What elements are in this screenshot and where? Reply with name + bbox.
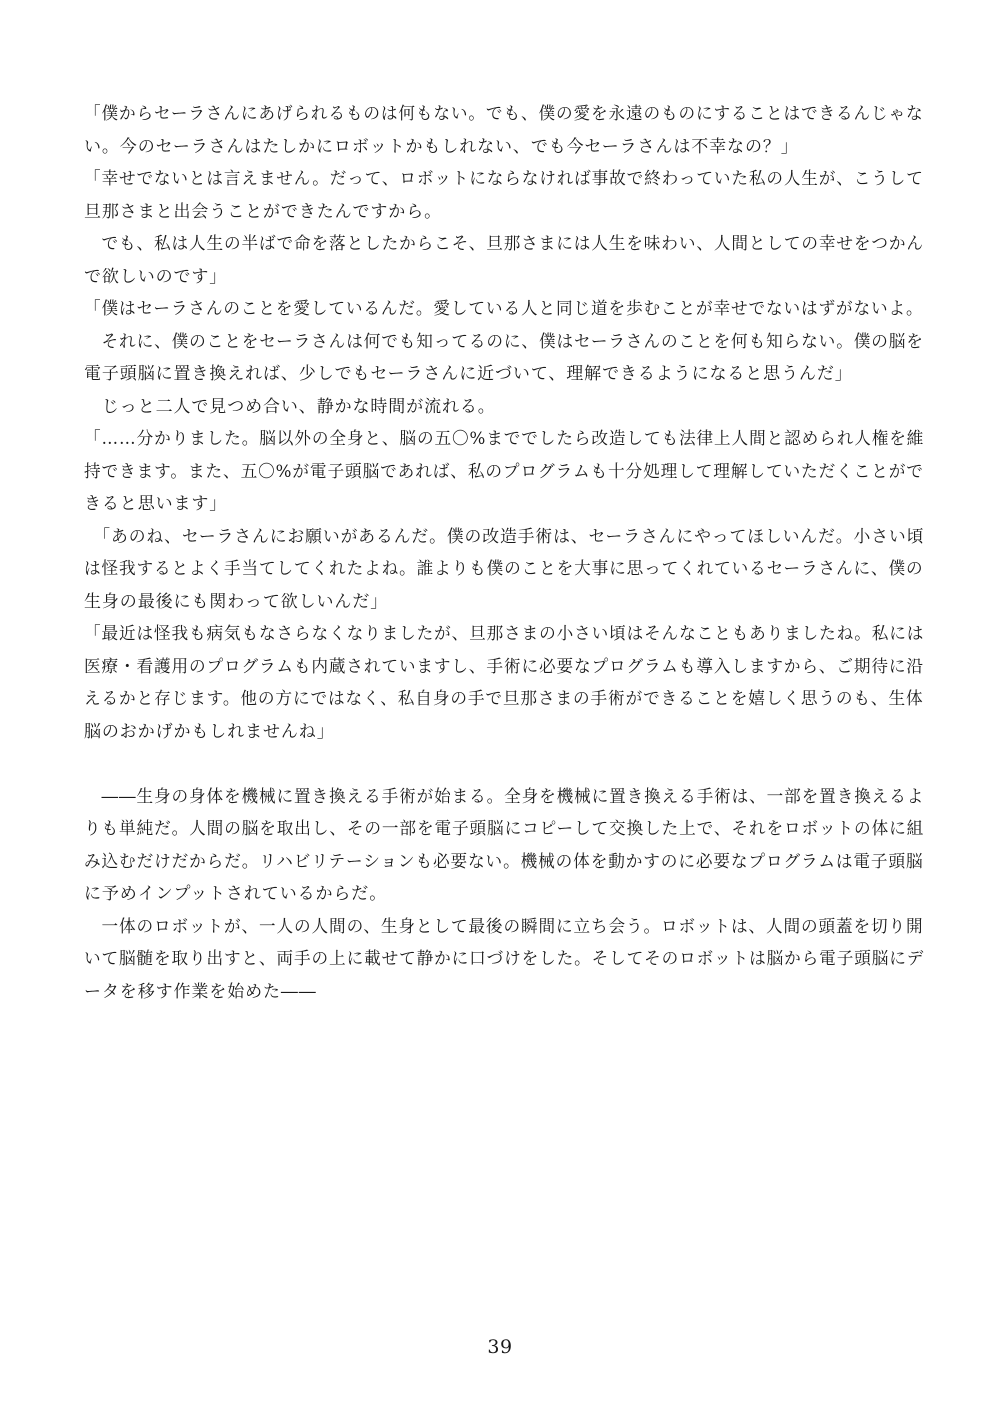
text-line: えるかと存じます。他の方にではなく、私自身の手で旦那さまの手術ができることを嬉しく思うのも、生体	[84, 689, 924, 709]
text-line: に予めインプットされているからだ。	[84, 884, 388, 904]
text-line: ータを移す作業を始めた――	[84, 981, 317, 1002]
text-line: りも単純だ。人間の脳を取出し、その一部を電子頭脳にコピーして交換した上で、それをロボットの体に組	[84, 819, 925, 839]
text-line: で欲しいのです」	[84, 266, 228, 287]
text-line: 医療・看護用のプログラムも内蔵されていますし、手術に必要なプログラムも導入しますから、ご期待に沿	[84, 656, 924, 677]
text-line: 「あのね、セーラさんにお願いがあるんだ。僕の改造手術は、セーラさんにやってほしいんだ。小さい頃	[84, 526, 925, 547]
text-line: い。今のセーラさんはたしかにロボットかもしれない、でも今セーラさんは不幸なの？」	[84, 136, 799, 157]
body-text	[84, 98, 924, 1008]
text-line: それに、僕のことをセーラさんは何でも知ってるのに、僕はセーラさんのことを何も知らない。僕の脳を	[84, 331, 924, 352]
text-line: み込むだけだからだ。リハビリテーションも必要ない。機械の体を動かすのに必要なプログラムは電子頭脳	[84, 851, 924, 872]
text-line: は怪我するとよく手当てしてくれたよね。誰よりも僕のことを大事に思ってくれているセーラさんに、僕の	[84, 559, 924, 579]
text-line: ――生身の身体を機械に置き換える手術が始まる。全身を機械に置き換える手術は、一部を置き換えるよ	[84, 786, 925, 807]
text-line: 「幸せでないとは言えません。だって、ロボットにならなければ事故で終わっていた私の人生が、こうして	[84, 169, 924, 189]
text-line: 「僕はセーラさんのことを愛しているんだ。愛している人と同じ道を歩むことが幸せでないはずがないよ。	[84, 299, 924, 319]
text-line: 脳のおかげかもしれませんね」	[84, 721, 335, 742]
text-line: いて脳髄を取り出すと、両手の上に載せて静かに口づけをした。そしてそのロボットは脳から電子頭脳にデ	[84, 949, 925, 969]
text-line: 「最近は怪我も病気もなさらなくなりましたが、旦那さまの小さい頃はそんなこともありましたね。私には	[84, 624, 925, 644]
page-number: 39	[487, 1336, 513, 1358]
text-line: 旦那さまと出会うことができたんですから。	[84, 201, 442, 222]
text-line: 「……分かりました。脳以外の全身と、脳の五〇%まででしたら改造しても法律上人間と認められ人権を維	[84, 429, 925, 449]
text-line: 持できます。また、五〇%が電子頭脳であれば、私のプログラムも十分処理して理解していただくことがで	[84, 461, 924, 482]
text-line: じっと二人で見つめ合い、静かな時間が流れる。	[84, 396, 496, 417]
text-line: 「僕からセーラさんにあげられるものは何もない。でも、僕の愛を永遠のものにすることはできるんじゃな	[84, 104, 924, 124]
text-line: 電子頭脳に置き換えれば、少しでもセーラさんに近づいて、理解できるようになると思うんだ」	[84, 364, 853, 384]
text-line: 生身の最後にも関わって欲しいんだ」	[84, 591, 389, 612]
text-line: でも、私は人生の半ばで命を落としたからこそ、旦那さまには人生を味わい、人間としての幸せをつかん	[84, 234, 924, 254]
blank-line	[84, 748, 924, 781]
text-line: 一体のロボットが、一人の人間の、生身として最後の瞬間に立ち会う。ロボットは、人間の頭蓋を切り開	[84, 916, 924, 937]
text-line: きると思います」	[84, 494, 228, 514]
